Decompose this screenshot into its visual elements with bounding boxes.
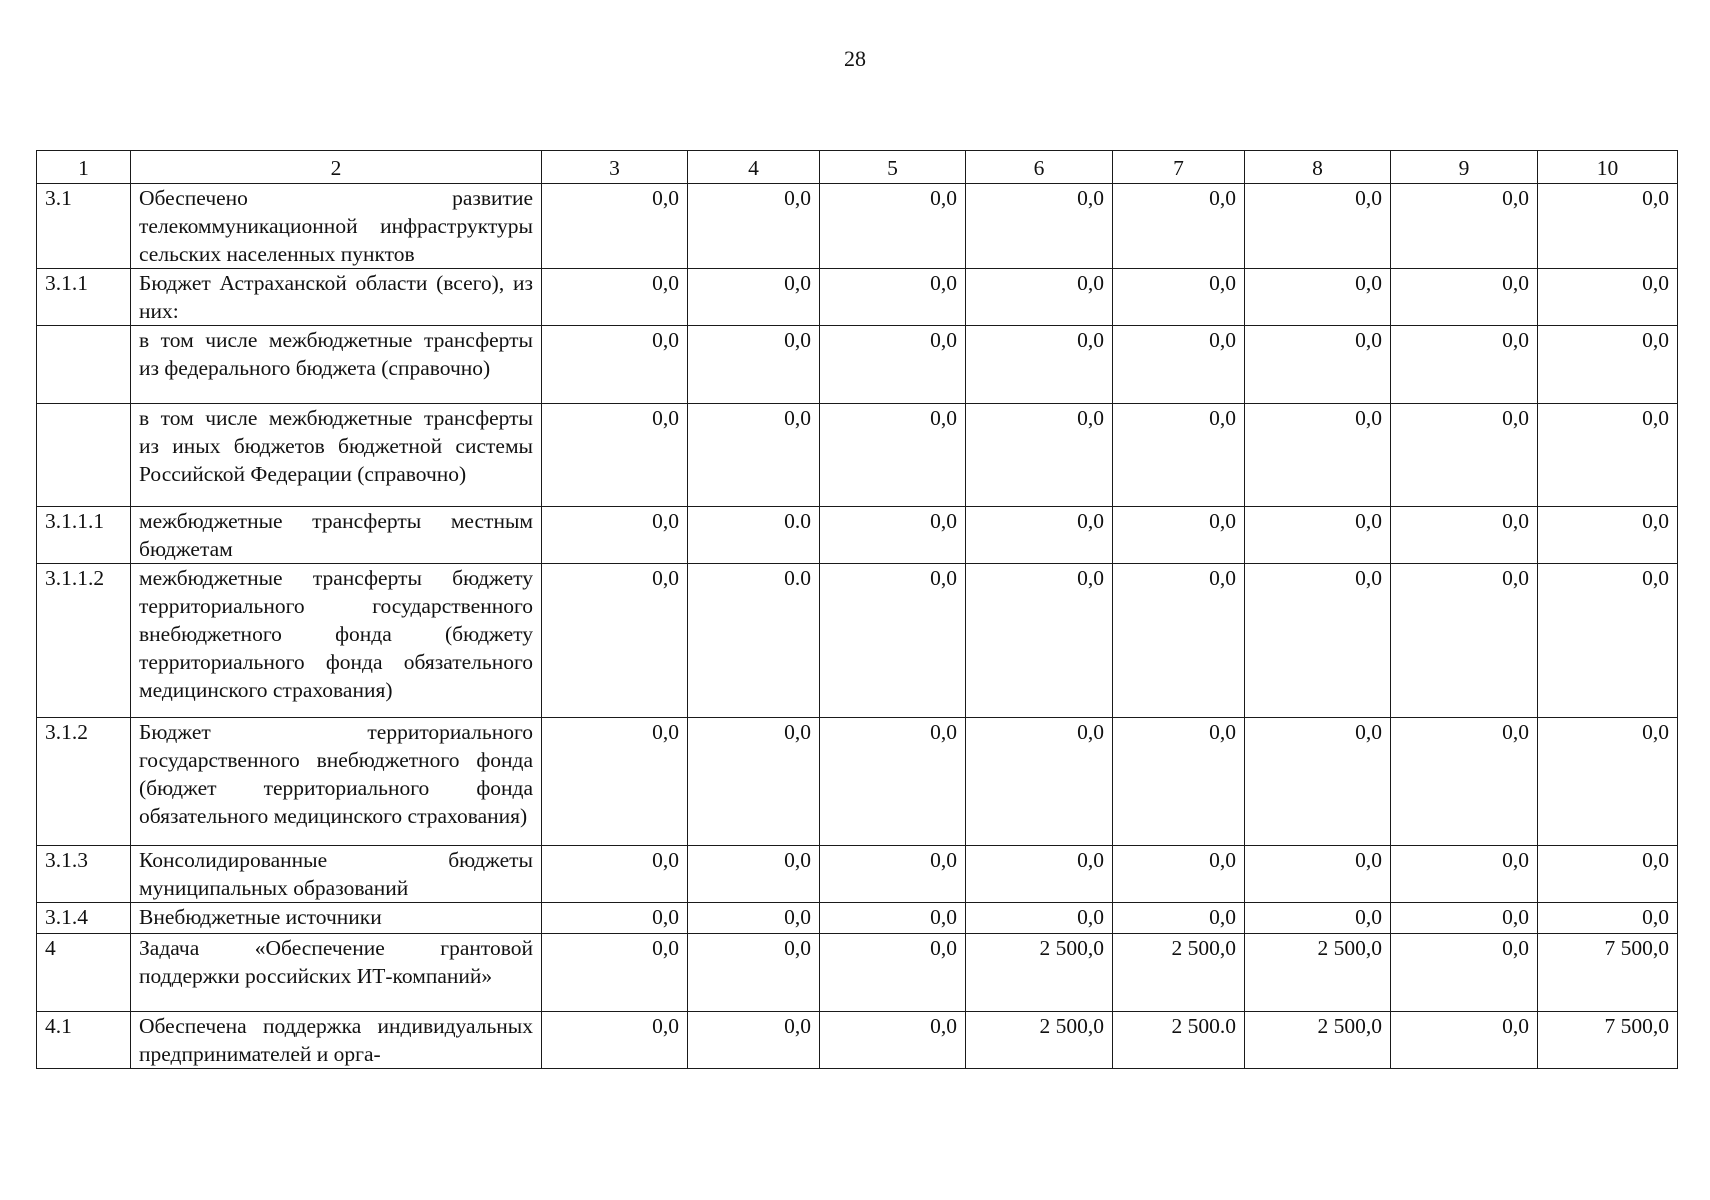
- value-col-5: 0,0: [820, 903, 966, 934]
- value-col-10: 0,0: [1538, 718, 1678, 846]
- row-code: [37, 404, 131, 507]
- row-description: Внебюджетные источники: [131, 903, 542, 934]
- value-col-9: 0,0: [1391, 404, 1538, 507]
- row-code: 3.1.2: [37, 718, 131, 846]
- value-col-4: 0,0: [688, 903, 820, 934]
- value-col-6: 0,0: [966, 326, 1113, 404]
- value-col-10: 0,0: [1538, 184, 1678, 269]
- value-col-5: 0,0: [820, 184, 966, 269]
- value-col-10: 0,0: [1538, 507, 1678, 564]
- value-col-8: 0,0: [1245, 507, 1391, 564]
- table-row: [37, 269, 1678, 326]
- value-col-6: 0,0: [966, 507, 1113, 564]
- value-col-7: 0,0: [1113, 184, 1245, 269]
- value-col-9: 0,0: [1391, 326, 1538, 404]
- value-col-5: 0,0: [820, 934, 966, 1012]
- value-col-8: 0,0: [1245, 184, 1391, 269]
- value-col-10: 0,0: [1538, 903, 1678, 934]
- value-col-7: 0,0: [1113, 846, 1245, 903]
- page-number: 28: [844, 46, 866, 71]
- value-col-6: 0,0: [966, 846, 1113, 903]
- value-col-10: 7 500,0: [1538, 934, 1678, 1012]
- value-col-7: 0,0: [1113, 718, 1245, 846]
- value-col-4: 0.0: [688, 507, 820, 564]
- value-col-8: 0,0: [1245, 269, 1391, 326]
- value-col-3: 0,0: [542, 934, 688, 1012]
- row-description: межбюджетные трансферты местным бюджетам: [131, 507, 542, 564]
- value-col-9: 0,0: [1391, 269, 1538, 326]
- value-col-9: 0,0: [1391, 564, 1538, 718]
- value-col-9: 0,0: [1391, 934, 1538, 1012]
- value-col-7: 0,0: [1113, 564, 1245, 718]
- value-col-5: 0,0: [820, 326, 966, 404]
- value-col-3: 0,0: [542, 564, 688, 718]
- value-col-6: 0,0: [966, 903, 1113, 934]
- value-col-7: 0,0: [1113, 404, 1245, 507]
- value-col-3: 0,0: [542, 1012, 688, 1069]
- value-col-6: 0,0: [966, 564, 1113, 718]
- value-col-3: 0,0: [542, 846, 688, 903]
- value-col-8: 0,0: [1245, 903, 1391, 934]
- value-col-9: 0,0: [1391, 903, 1538, 934]
- value-col-4: 0,0: [688, 184, 820, 269]
- value-col-5: 0,0: [820, 564, 966, 718]
- value-col-4: 0,0: [688, 718, 820, 846]
- value-col-7: 2 500.0: [1113, 1012, 1245, 1069]
- value-col-6: 2 500,0: [966, 1012, 1113, 1069]
- value-col-9: 0,0: [1391, 1012, 1538, 1069]
- value-col-9: 0,0: [1391, 846, 1538, 903]
- row-code: 3.1.3: [37, 846, 131, 903]
- value-col-5: 0,0: [820, 404, 966, 507]
- value-col-4: 0,0: [688, 1012, 820, 1069]
- value-col-4: 0,0: [688, 269, 820, 326]
- value-col-10: 0,0: [1538, 564, 1678, 718]
- row-description: Обеспечена поддержка индивидуальных предпринимателей и орга-: [131, 1012, 542, 1069]
- row-code: 3.1.1.1: [37, 507, 131, 564]
- value-col-8: 2 500,0: [1245, 1012, 1391, 1069]
- column-header-2: 2: [131, 151, 542, 184]
- value-col-10: 7 500,0: [1538, 1012, 1678, 1069]
- row-code: 3.1.1.2: [37, 564, 131, 718]
- value-col-8: 0,0: [1245, 846, 1391, 903]
- row-code: 4.1: [37, 1012, 131, 1069]
- column-header-3: 3: [542, 151, 688, 184]
- value-col-3: 0,0: [542, 326, 688, 404]
- value-col-3: 0,0: [542, 404, 688, 507]
- row-code: 3.1.4: [37, 903, 131, 934]
- column-header-6: 6: [966, 151, 1113, 184]
- value-col-4: 0,0: [688, 326, 820, 404]
- row-description: Задача «Обеспечение грантовой поддержки российских ИТ-компаний»: [131, 934, 542, 1012]
- value-col-5: 0,0: [820, 1012, 966, 1069]
- value-col-6: 0,0: [966, 718, 1113, 846]
- column-header-5: 5: [820, 151, 966, 184]
- column-header-1: 1: [37, 151, 131, 184]
- row-code: 3.1: [37, 184, 131, 269]
- value-col-6: 2 500,0: [966, 934, 1113, 1012]
- table-row: [37, 846, 1678, 903]
- row-description: Бюджет территориального государственного внебюджетного фонда (бюджет территориального фонда обязательного медицинского страхования): [131, 718, 542, 846]
- value-col-4: 0,0: [688, 404, 820, 507]
- value-col-4: 0,0: [688, 846, 820, 903]
- row-description: Консолидированные бюджеты муниципальных образований: [131, 846, 542, 903]
- value-col-6: 0,0: [966, 184, 1113, 269]
- table-row: [37, 1012, 1678, 1069]
- row-code: [37, 326, 131, 404]
- value-col-3: 0,0: [542, 903, 688, 934]
- value-col-3: 0,0: [542, 269, 688, 326]
- header-row: [37, 151, 1678, 184]
- value-col-8: 2 500,0: [1245, 934, 1391, 1012]
- value-col-5: 0,0: [820, 507, 966, 564]
- value-col-9: 0,0: [1391, 184, 1538, 269]
- row-code: 3.1.1: [37, 269, 131, 326]
- table-row: [37, 326, 1678, 404]
- row-description: в том числе межбюджетные трансферты из иных бюджетов бюджетной системы Российской Федерации (справочно): [131, 404, 542, 507]
- value-col-7: 2 500,0: [1113, 934, 1245, 1012]
- value-col-8: 0,0: [1245, 564, 1391, 718]
- column-header-7: 7: [1113, 151, 1245, 184]
- value-col-10: 0,0: [1538, 846, 1678, 903]
- table-row: [37, 934, 1678, 1012]
- value-col-10: 0,0: [1538, 326, 1678, 404]
- row-code: 4: [37, 934, 131, 1012]
- value-col-8: 0,0: [1245, 326, 1391, 404]
- value-col-9: 0,0: [1391, 718, 1538, 846]
- row-description: Бюджет Астраханской области (всего), из них:: [131, 269, 542, 326]
- value-col-6: 0,0: [966, 404, 1113, 507]
- value-col-7: 0,0: [1113, 269, 1245, 326]
- column-header-10: 10: [1538, 151, 1678, 184]
- table-row: [37, 184, 1678, 269]
- value-col-7: 0,0: [1113, 507, 1245, 564]
- value-col-4: 0.0: [688, 564, 820, 718]
- row-description: межбюджетные трансферты бюджету территориального государственного внебюджетного фонда (бюджету территориального фонда обязательного медицинского страхования): [131, 564, 542, 718]
- value-col-8: 0,0: [1245, 404, 1391, 507]
- value-col-5: 0,0: [820, 846, 966, 903]
- row-description: Обеспечено развитие телекоммуникационной инфраструктуры сельских населенных пунктов: [131, 184, 542, 269]
- value-col-6: 0,0: [966, 269, 1113, 326]
- value-col-9: 0,0: [1391, 507, 1538, 564]
- value-col-5: 0,0: [820, 269, 966, 326]
- value-col-10: 0,0: [1538, 269, 1678, 326]
- budget-table: [36, 150, 1678, 1069]
- column-header-8: 8: [1245, 151, 1391, 184]
- table-row: [37, 507, 1678, 564]
- column-header-9: 9: [1391, 151, 1538, 184]
- value-col-7: 0,0: [1113, 903, 1245, 934]
- column-header-4: 4: [688, 151, 820, 184]
- value-col-4: 0,0: [688, 934, 820, 1012]
- value-col-7: 0,0: [1113, 326, 1245, 404]
- table-row: [37, 903, 1678, 934]
- table-row: [37, 718, 1678, 846]
- value-col-3: 0,0: [542, 507, 688, 564]
- row-description: в том числе межбюджетные трансферты из федерального бюджета (справочно): [131, 326, 542, 404]
- value-col-3: 0,0: [542, 718, 688, 846]
- table-row: [37, 564, 1678, 718]
- table-row: [37, 404, 1678, 507]
- value-col-3: 0,0: [542, 184, 688, 269]
- value-col-10: 0,0: [1538, 404, 1678, 507]
- value-col-5: 0,0: [820, 718, 966, 846]
- value-col-8: 0,0: [1245, 718, 1391, 846]
- table-body: [37, 184, 1678, 1069]
